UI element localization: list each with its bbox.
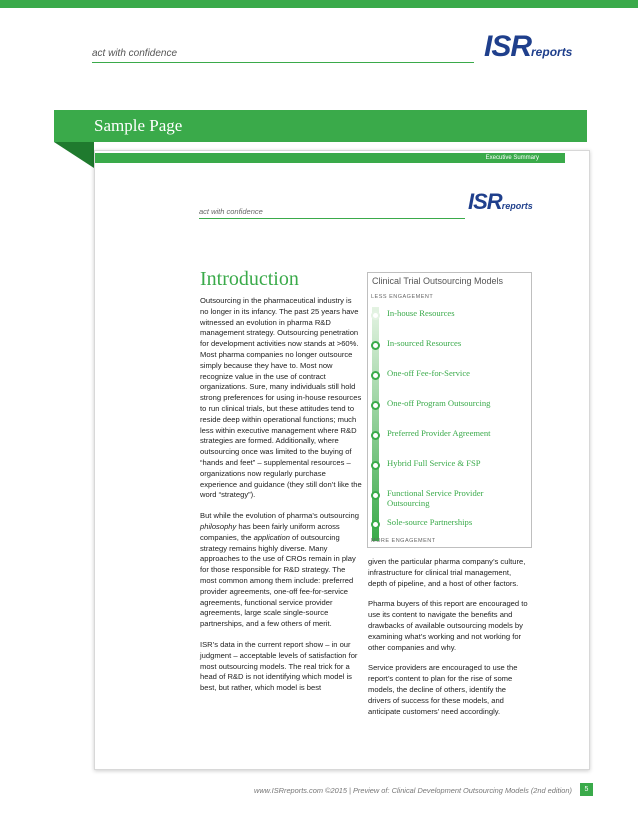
model-bullet-icon <box>371 341 380 350</box>
p2-text-c: of outsourcing strategy remains highly diverse. Many approaches to the use of CROs remain in play for those responsible for R&D strategy. The most common among them include: preferred provider agreements, one-off fee-for-service agreements, functional service provider agreements, large scale single-source partnerships, and a few others of merit. <box>200 532 356 629</box>
more-engagement-label: MORE ENGAGEMENT <box>371 538 436 544</box>
p2-emphasis-philosophy: philosophy <box>200 521 237 531</box>
top-accent-bar <box>0 0 638 8</box>
sample-page-banner <box>54 110 587 142</box>
header-tagline: act with confidence <box>92 48 178 59</box>
p2-text-a: But while the evolution of pharma’s outsourcing <box>200 511 360 521</box>
model-bullet-icon <box>371 431 380 440</box>
model-label: Functional Service Provider Outsourcing <box>387 488 484 508</box>
p2-emphasis-application: application <box>253 532 290 542</box>
less-engagement-label: LESS ENGAGEMENT <box>371 294 434 300</box>
banner-fold <box>54 142 94 168</box>
model-label: One-off Fee-for-Service <box>387 368 470 378</box>
footer-prefix: www.ISRreports.com ©2015 | Preview of: <box>254 786 392 795</box>
model-bullet-icon <box>371 491 380 500</box>
model-label: In-house Resources <box>387 308 455 318</box>
right-paragraph-3: Service providers are encouraged to use the report’s content to plan for the rise of some models, the decline of others, identify the drivers of success for these models, and anticipate customers’ need accordingly. <box>368 663 518 716</box>
card-isr-logo <box>468 189 533 215</box>
left-paragraph-1: Outsourcing in the pharmaceutical industry is no longer in its infancy. The past 25 years have witnessed an evolution in pharma R&D management strategy. Outsourcing penetration for development activities now stands at >60%. Most pharma companies no longer outsource simply because they have to. Most now recognize value in the use of contract organizations. Sure, many individuals still hold strong preferences for using in-house resources to run clinical trials, but these attitudes tend to reside deep within operational functions; much less within executive management where R&D strategies are formed. Additionally, where outsourcing once was limited to the buying of “hands and feet” – supplemental resources – organizations now regularly purchase experience and guidance (they still don’t like the word “strategy”). <box>200 296 362 500</box>
logo-main-text: ISR <box>484 30 532 63</box>
page-number: 5 <box>580 783 593 796</box>
left-paragraph-3: ISR’s data in the current report show – in our judgment – acceptable levels of satisfaction for most outsourcing models. The real trick for a head of R&D is not identifying which model is best, but rather, which model is best <box>200 639 358 693</box>
model-bullet-icon <box>371 371 380 380</box>
model-label: Sole-source Partnerships <box>387 517 473 527</box>
left-column <box>200 296 362 704</box>
p2-text-b: has been fairly uniform across companies, the <box>200 521 340 542</box>
right-paragraph-2: Pharma buyers of this report are encouraged to use its content to navigate the benefits and drawbacks of available outsourcing models by examining what’s working and not working for other companies and why. <box>368 599 528 652</box>
card-header-rule <box>199 218 465 219</box>
banner-title: Sample Page <box>94 116 183 135</box>
card-logo-main-text: ISR <box>468 189 502 214</box>
header-rule <box>92 62 474 63</box>
footer-text <box>254 786 572 795</box>
model-bullet-icon <box>371 311 380 320</box>
right-column <box>368 557 530 727</box>
footer-report-title: Clinical Development Outsourcing Models (2nd edition) <box>391 786 572 795</box>
isr-logo <box>484 30 572 64</box>
logo-sub-text: reports <box>531 45 573 59</box>
model-label: Hybrid Full Service & FSP <box>387 458 481 468</box>
left-paragraph-2 <box>200 511 362 630</box>
model-label: Preferred Provider Agreement <box>387 428 491 438</box>
right-paragraph-1: given the particular pharma company’s culture, infrastructure for clinical trial management, depth of pipeline, and a host of other factors. <box>368 557 526 588</box>
executive-summary-bar <box>95 153 565 163</box>
section-label: Executive Summary <box>485 155 539 161</box>
model-label: One-off Program Outsourcing <box>387 398 491 408</box>
diagram-title: Clinical Trial Outsourcing Models <box>372 276 504 286</box>
introduction-heading: Introduction <box>200 268 299 290</box>
card-tagline: act with confidence <box>199 207 263 216</box>
model-bullet-icon <box>371 520 380 529</box>
model-label: In-sourced Resources <box>387 338 462 348</box>
model-bullet-icon <box>371 401 380 410</box>
model-bullet-icon <box>371 461 380 470</box>
outsourcing-models-diagram <box>367 272 532 548</box>
card-logo-sub-text: reports <box>501 201 533 211</box>
